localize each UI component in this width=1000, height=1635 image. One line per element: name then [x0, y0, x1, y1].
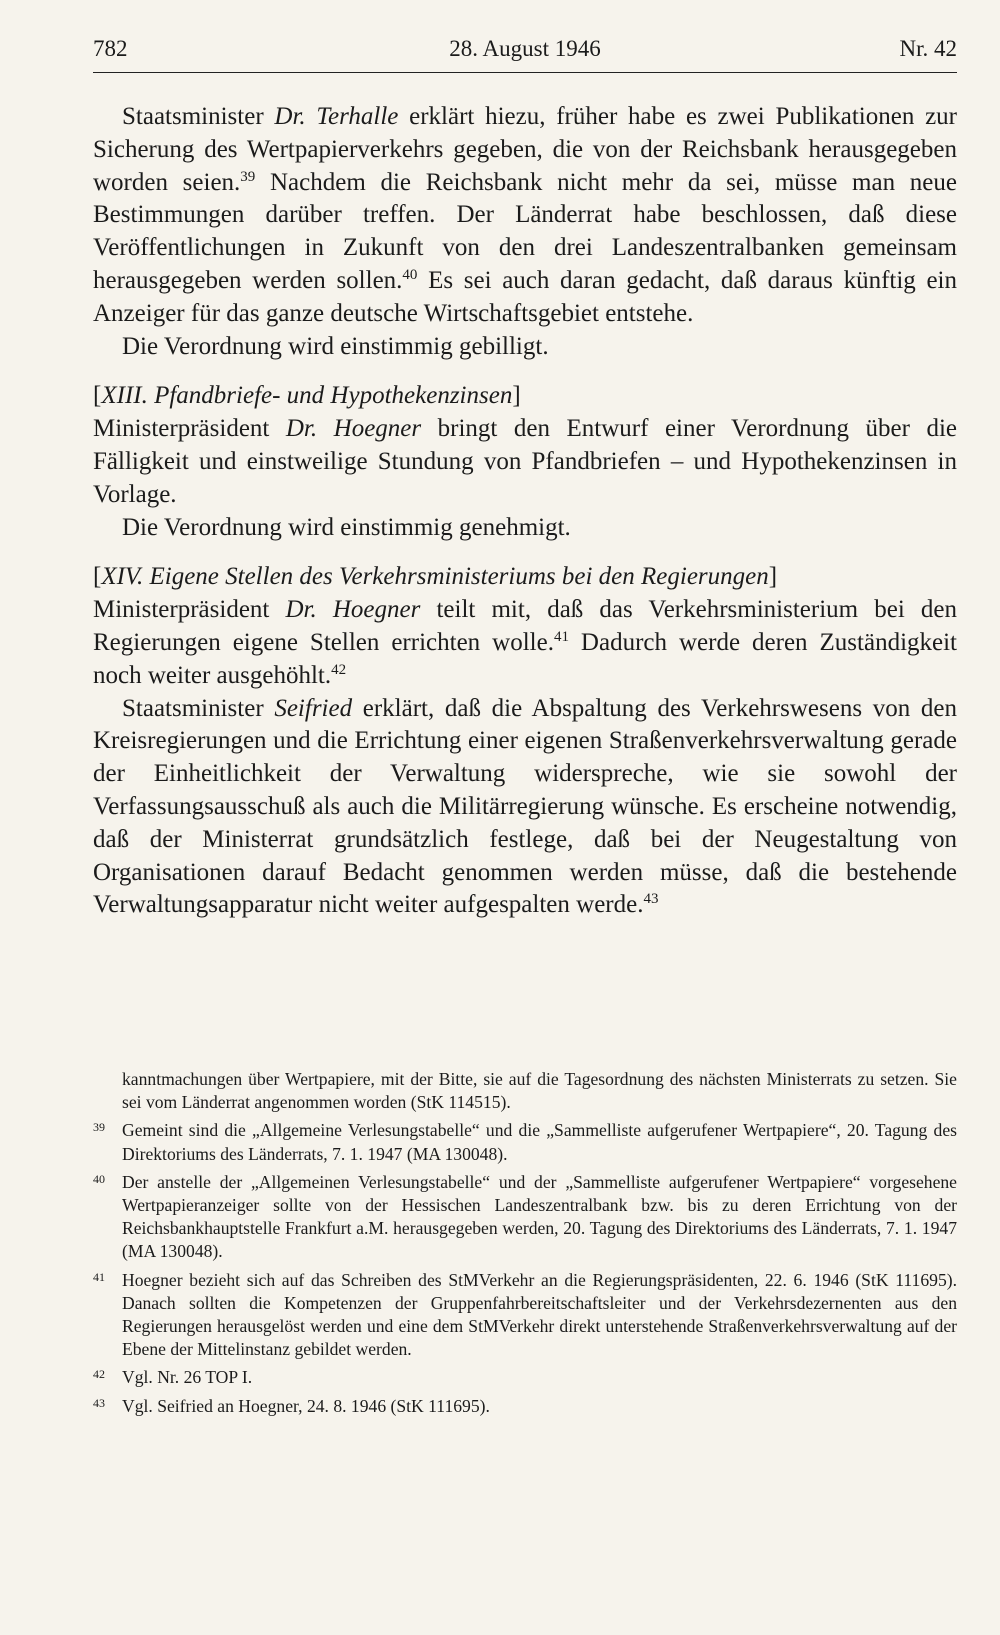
footnote-text: Vgl. Nr. 26 TOP I. — [122, 1367, 253, 1388]
page-number: 782 — [93, 36, 128, 61]
footnote — [93, 1366, 957, 1389]
paragraph-terhalle — [93, 101, 957, 331]
text-run: Nachdem die Reichsbank nicht mehr da sei, müsse man neue Bestimmungen darüber treffen. Der Länderrat habe beschlossen, daß diese Veröffentlichungen in Zukunft von den drei Landeszentralbanken gemeinsam herausgegeben werden sollen. — [93, 168, 957, 294]
issue-number: Nr. 42 — [899, 36, 957, 61]
speaker-name: Dr. Terhalle — [274, 103, 399, 130]
bracket: [ — [93, 382, 102, 410]
footnote-number: 42 — [93, 1367, 105, 1382]
text-run: Es sei auch daran gedacht, daß daraus künftig ein Anzeiger für das ganze deutsche Wirtschaftsgebiet entstehe. — [93, 266, 957, 327]
text-run: Staatsminister — [122, 103, 275, 130]
paragraph-seifried — [93, 693, 957, 923]
section-title: XIII. Pfandbriefe- und Hypothekenzinsen — [101, 382, 513, 410]
paragraph-resolution: Die Verordnung wird einstimmig genehmigt. — [122, 513, 571, 541]
footnote-number: 43 — [93, 1395, 105, 1410]
footnote-text: Vgl. Seifried an Hoegner, 24. 8. 1946 (StK 111695). — [122, 1395, 490, 1416]
bracket: ] — [512, 382, 521, 410]
text-run: Ministerpräsident — [93, 415, 286, 443]
paragraph-hoegner-verkehr — [93, 594, 957, 692]
footnote — [93, 1119, 957, 1165]
speaker-name: Dr. Hoegner — [285, 415, 422, 443]
footnote — [93, 1395, 957, 1418]
bracket: [ — [93, 563, 102, 591]
footnote-ref: 39 — [240, 168, 256, 185]
running-header — [93, 36, 957, 73]
text-run: teilt mit, daß das Verkehrsministerium bei den Regierungen eigene Stellen errichten wolle. — [93, 596, 957, 656]
footnote-ref: 41 — [553, 628, 569, 645]
section-title: XIV. Eigene Stellen des Verkehrsministeriums bei den Regierungen — [101, 563, 769, 591]
bracket: ] — [768, 563, 778, 591]
footnote — [93, 1269, 957, 1362]
speaker-name: Seifried — [274, 694, 353, 722]
paragraph-hoegner-pfandbriefe — [93, 413, 957, 511]
text-run: erklärt, daß die Abspaltung des Verkehrswesens von den Kreisregierungen und die Errichtung einer eigenen Straßenverkehrsverwaltung gerade der Einheitlichkeit der Verwaltung widerspreche, wie sie sowohl der Verfassungsausschuß als auch die Militärregierung wünsche. Es erscheine notwendig, daß der Ministerrat grundsätzlich festlege, daß bei der Neugestaltung von Organisationen darauf Bedacht genommen werden müsse, daß die bestehende Verwaltungsapparatur nicht weiter aufgespalten werde. — [93, 694, 957, 919]
section-heading-xiii — [93, 380, 957, 413]
text-run: Staatsminister — [122, 694, 275, 722]
paragraph-resolution: Die Verordnung wird einstimmig gebilligt. — [122, 332, 549, 360]
footnote-ref: 42 — [331, 661, 347, 678]
section-heading-xiv — [93, 561, 957, 594]
footnote — [93, 1171, 957, 1264]
text-run: bringt den Entwurf einer Verordnung über die Fälligkeit und einstweilige Stundung von Pfandbriefen – und Hypothekenzinsen in Vorlage. — [93, 415, 957, 508]
main-text — [93, 101, 957, 922]
footnote-text: Gemeint sind die „Allgemeine Verlesungstabelle“ und die „Sammelliste aufgerufener Wertpapiere“, 20. Tagung des Direktoriums des Länderrats, 7. 1. 1947 (MA 130048). — [122, 1120, 957, 1164]
header-date: 28. August 1946 — [449, 36, 601, 61]
footnote-number: 40 — [93, 1171, 105, 1186]
footnote-continuation: kanntmachungen über Wertpapiere, mit der Bitte, sie auf die Tagesordnung des nächsten Ministerrats zu setzen. Sie sei vom Länderrat angenommen worden (StK 114515). — [122, 1069, 957, 1113]
footnote-text: Der anstelle der „Allgemeinen Verlesungstabelle“ und der „Sammelliste aufgerufener Wertpapiere“ vorgesehene Wertpapieranzeiger sollte von der Hessischen Landeszentralbank bzw. bis zu deren Errichtung von der Reichsbankhauptstelle Frankfurt a.M. herausgegeben werden, 20. Tagung des Direktoriums des Länderrats, 7. 1. 1947 (MA 130048). — [122, 1171, 957, 1262]
footnote-number: 41 — [93, 1269, 105, 1284]
text-run: erklärt hiezu, früher habe es zwei Publikationen zur Sicherung des Wertpapierverkehrs gegeben, die von der Reichsbank herausgegeben worden seien. — [93, 103, 957, 196]
footnote-ref: 40 — [402, 266, 418, 283]
text-run: Dadurch werde deren Zuständigkeit noch weiter ausgehöhlt. — [93, 628, 958, 689]
footnotes — [93, 1068, 957, 1418]
footnote-text: Hoegner bezieht sich auf das Schreiben des StMVerkehr an die Regierungspräsidenten, 22. 6. 1946 (StK 111695). Danach sollten die Kompetenzen der Gruppenfahrbereitschaftsleiter und der Verkehrsdezernenten aus den Regierungen herausgelöst werden und eine dem StMVerkehr direkt unterstehende Straßenverkehrsverwaltung auf der Ebene der Mittelinstanz gebildet werden. — [122, 1269, 957, 1360]
footnote-ref: 43 — [643, 891, 659, 908]
footnote-number: 39 — [93, 1120, 105, 1135]
text-run: Ministerpräsident — [93, 596, 286, 624]
speaker-name: Dr. Hoegner — [285, 596, 421, 624]
